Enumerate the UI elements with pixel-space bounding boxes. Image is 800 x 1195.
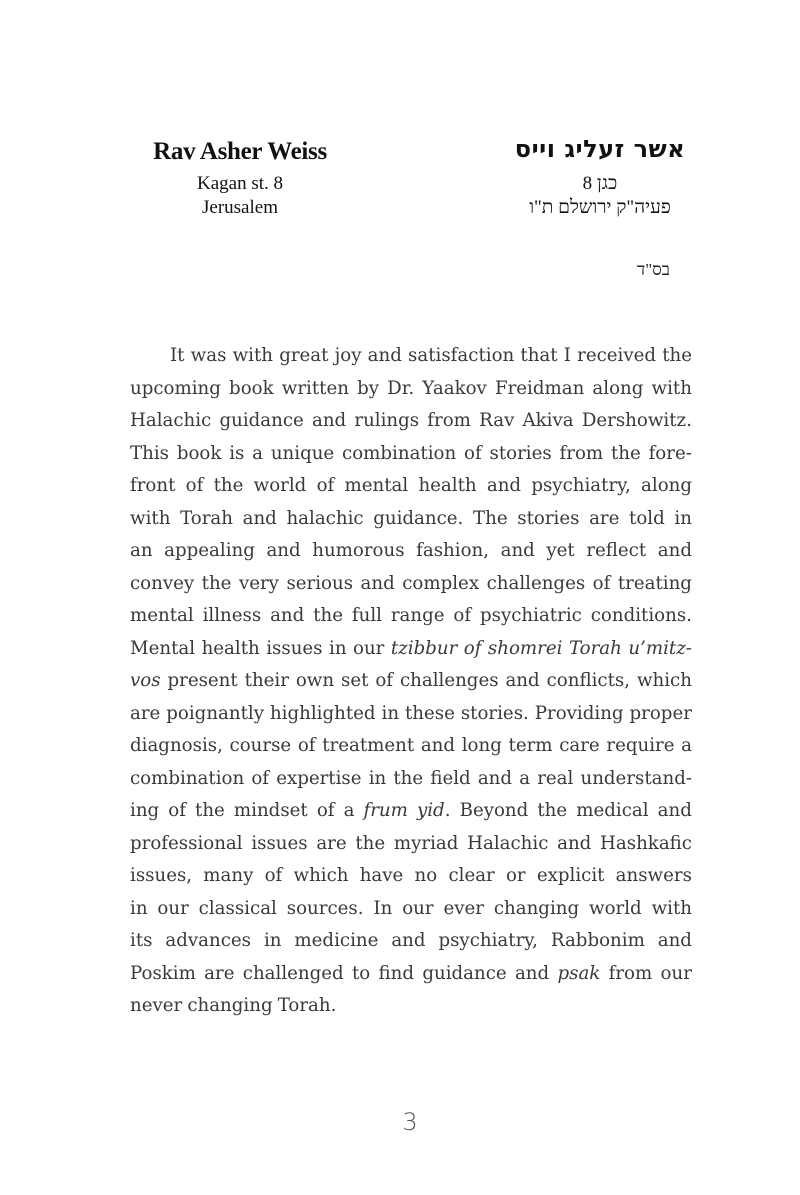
- word: and: [657, 540, 692, 561]
- word: ever: [443, 897, 484, 919]
- word: a: [681, 735, 692, 756]
- body-line: [130, 925, 692, 958]
- body-line: [130, 503, 692, 536]
- word: Poskim: [130, 962, 196, 984]
- word: changing: [493, 897, 580, 919]
- word: advances: [165, 930, 252, 951]
- word: of: [168, 800, 186, 821]
- word: our: [353, 637, 385, 659]
- word: which: [636, 670, 692, 691]
- word: with: [651, 377, 692, 399]
- word: course: [229, 735, 292, 756]
- word: from: [608, 962, 653, 984]
- word: clear: [448, 865, 495, 886]
- word: issues: [266, 637, 323, 659]
- word: convey: [130, 572, 195, 594]
- word: complex: [402, 572, 480, 594]
- word: which: [293, 865, 349, 886]
- word: satisfaction: [408, 345, 515, 366]
- body-line: [130, 535, 692, 568]
- body-line: [130, 470, 692, 503]
- word: the: [537, 800, 568, 821]
- word: range: [390, 605, 445, 626]
- word: Mental: [130, 637, 196, 659]
- word: Yaakov: [422, 377, 487, 399]
- word: challenged: [242, 962, 344, 984]
- body-line: [130, 698, 692, 731]
- word: conditions.: [590, 605, 692, 626]
- word: world: [589, 897, 642, 919]
- word: professional: [130, 832, 243, 854]
- word: and: [367, 345, 402, 366]
- word: set: [341, 670, 369, 691]
- word: Torah: [180, 507, 233, 529]
- word: Halachic: [467, 832, 549, 854]
- address-line-1-english: Kagan st. 8: [196, 173, 283, 194]
- word: the: [610, 442, 641, 464]
- word: by: [357, 377, 379, 399]
- word: and: [486, 475, 522, 496]
- word: Freidman: [494, 377, 585, 399]
- word: psychiatry,: [531, 475, 631, 496]
- body-line: [130, 373, 692, 406]
- word: understand-: [580, 767, 692, 789]
- word: of: [185, 475, 204, 496]
- word: and: [657, 800, 692, 821]
- word: a: [519, 767, 531, 789]
- word: of: [297, 735, 316, 756]
- word: and: [360, 572, 395, 594]
- word: the: [201, 572, 232, 594]
- word: appealing: [164, 540, 255, 561]
- page-number: 3: [402, 1108, 418, 1136]
- word: guidance.: [373, 507, 464, 529]
- word: no: [414, 865, 438, 886]
- word: Rav: [479, 410, 515, 431]
- word: Dershowitz.: [581, 410, 692, 431]
- word: an: [130, 540, 153, 561]
- word: The: [472, 507, 508, 529]
- word: and: [311, 410, 347, 431]
- body-line: [130, 958, 692, 991]
- word: and: [242, 507, 277, 529]
- rabbi-name-hebrew: אשר זעליג וייס: [514, 135, 686, 163]
- word: combination: [130, 767, 245, 789]
- word: combination: [342, 442, 457, 464]
- word: our: [157, 897, 189, 919]
- besiyata-dishmaya-mark: בס"ד: [637, 260, 670, 279]
- word: illness: [202, 605, 262, 626]
- word: and: [266, 540, 301, 561]
- word: in: [674, 507, 692, 529]
- body-line: [130, 763, 692, 796]
- body-line: [130, 438, 692, 471]
- word: long: [461, 735, 502, 756]
- word: of: [251, 767, 270, 789]
- italic-word: vos: [130, 670, 161, 691]
- word: Beyond: [459, 800, 529, 821]
- word: and: [270, 605, 305, 626]
- word: medicine: [294, 930, 379, 951]
- body-line: [130, 340, 692, 373]
- word: is: [229, 442, 245, 464]
- word: and: [477, 767, 513, 789]
- word: and: [514, 962, 550, 984]
- body-line: [130, 860, 692, 893]
- word: yet: [546, 540, 575, 561]
- word: challenges: [399, 670, 499, 691]
- word: these: [404, 702, 455, 724]
- word: its: [130, 930, 153, 951]
- word: and: [391, 930, 426, 951]
- word: conflicts,: [546, 670, 631, 691]
- word: rulings: [354, 410, 420, 431]
- word: myriad: [393, 832, 459, 854]
- word: Providing: [534, 702, 624, 724]
- word: a: [252, 442, 264, 464]
- word: the: [313, 605, 343, 626]
- word: are: [204, 962, 235, 984]
- word: of: [464, 442, 482, 464]
- word: changing: [187, 995, 273, 1016]
- word: in: [329, 637, 347, 659]
- word: reflect: [586, 540, 647, 561]
- word: guidance: [219, 410, 304, 431]
- word: with: [232, 345, 274, 366]
- word: answers: [615, 865, 692, 886]
- word: the: [195, 800, 225, 821]
- word: never: [130, 995, 183, 1016]
- word: have: [359, 865, 404, 886]
- word: are: [589, 507, 620, 529]
- word: their: [244, 670, 289, 691]
- rabbi-name-english: Rav Asher Weiss: [153, 138, 327, 165]
- word: It: [170, 345, 185, 366]
- body-line: [130, 405, 692, 438]
- word: explicit: [536, 865, 605, 886]
- word: diagnosis,: [130, 735, 223, 756]
- word: Rabbonim: [550, 930, 645, 951]
- word: and: [500, 540, 535, 561]
- word: in: [368, 767, 387, 789]
- word: fashion,: [416, 540, 490, 561]
- address-line-2-english: Jerusalem: [202, 197, 278, 218]
- word: guidance: [422, 962, 507, 984]
- body-line: [130, 990, 692, 1023]
- word: In: [373, 897, 393, 919]
- word: Hashkafic: [600, 832, 692, 854]
- word: Akiva: [522, 410, 574, 431]
- word: mental: [344, 475, 409, 496]
- word: or: [505, 865, 526, 886]
- word: fore-: [648, 442, 692, 464]
- italic-word: shomrei: [487, 637, 563, 659]
- body-line: [130, 665, 692, 698]
- word: written: [281, 377, 349, 399]
- word: with: [651, 897, 692, 919]
- letterhead-english: [130, 132, 350, 220]
- word: sources.: [286, 897, 364, 919]
- word: medical: [576, 800, 649, 821]
- word: of: [264, 865, 283, 886]
- word: ing: [130, 800, 160, 821]
- word: require: [606, 735, 675, 756]
- word: of: [316, 475, 335, 496]
- word: many: [203, 865, 254, 886]
- word: challenges: [486, 572, 586, 594]
- word: and: [505, 670, 540, 691]
- word: joy: [334, 345, 362, 366]
- italic-word: frum: [363, 800, 408, 821]
- word: along: [592, 377, 644, 399]
- body-line: [130, 893, 692, 926]
- italic-word: psak: [557, 962, 601, 984]
- word: health: [201, 637, 260, 659]
- word: along: [641, 475, 692, 496]
- word: psychiatric: [480, 605, 582, 626]
- word: received: [577, 345, 657, 366]
- word: find: [378, 962, 415, 984]
- word: world: [253, 475, 307, 496]
- word: was: [190, 345, 227, 366]
- word: mindset: [233, 800, 308, 821]
- word: halachic: [286, 507, 364, 529]
- word: the: [393, 767, 424, 789]
- word: care: [559, 735, 600, 756]
- word: highlighted: [269, 702, 376, 724]
- word: great: [279, 345, 329, 366]
- word: in: [263, 930, 282, 951]
- word: humorous: [312, 540, 405, 561]
- word: I: [563, 345, 571, 366]
- body-line: [130, 600, 692, 633]
- word: the: [662, 345, 692, 366]
- word: and: [657, 930, 692, 951]
- word: Torah.: [277, 995, 337, 1016]
- word: real: [537, 767, 574, 789]
- word: upcoming: [130, 377, 221, 399]
- word: Dr.: [387, 377, 415, 399]
- word: with: [130, 507, 171, 529]
- word: mental: [130, 605, 194, 626]
- italic-word: u’mitz-: [628, 637, 692, 659]
- italic-word: Torah: [568, 637, 622, 659]
- word: in: [130, 897, 148, 919]
- word: term: [508, 735, 553, 756]
- word: classical: [198, 897, 277, 919]
- word: from: [559, 442, 604, 464]
- word: field: [430, 767, 471, 789]
- word: the: [355, 832, 386, 854]
- body-line: [130, 633, 692, 666]
- word: of: [453, 605, 472, 626]
- word: are: [316, 832, 347, 854]
- letterhead-hebrew: [490, 132, 710, 220]
- word: of: [375, 670, 394, 691]
- word: health: [418, 475, 477, 496]
- word: issues,: [130, 865, 193, 886]
- word: psychiatry,: [438, 930, 538, 951]
- word: serious: [286, 572, 354, 594]
- word: very: [238, 572, 279, 594]
- word: our: [660, 962, 692, 984]
- letter-body: [130, 340, 692, 1023]
- word: in: [381, 702, 400, 724]
- word: the: [213, 475, 244, 496]
- word: own: [295, 670, 335, 691]
- word: a: [343, 800, 355, 821]
- body-line: [130, 828, 692, 861]
- word: treating: [617, 572, 692, 594]
- italic-word: tzibbur: [390, 637, 458, 659]
- word: expertise: [276, 767, 362, 789]
- word: stories: [489, 442, 552, 464]
- word: present: [167, 670, 238, 691]
- italic-word: yid.: [416, 800, 451, 821]
- word: stories: [517, 507, 580, 529]
- word: of: [592, 572, 611, 594]
- body-line: [130, 795, 692, 828]
- address-line-2-hebrew: פעיה"ק ירושלם ת"ו: [529, 197, 671, 218]
- word: from: [427, 410, 471, 431]
- word: book: [229, 377, 274, 399]
- word: poignantly: [166, 702, 264, 724]
- italic-word: of: [463, 637, 482, 659]
- word: proper: [629, 702, 692, 724]
- word: treatment: [322, 735, 415, 756]
- word: stories.: [460, 702, 529, 724]
- word: told: [629, 507, 665, 529]
- word: to: [351, 962, 371, 984]
- word: that: [520, 345, 558, 366]
- word: Halachic: [130, 410, 212, 431]
- word: This: [130, 442, 169, 464]
- body-line: [130, 730, 692, 763]
- word: book: [176, 442, 222, 464]
- word: full: [351, 605, 382, 626]
- address-line-1-hebrew: כגן 8: [582, 173, 618, 194]
- word: our: [402, 897, 434, 919]
- word: front: [130, 475, 176, 496]
- word: and: [420, 735, 456, 756]
- word: unique: [270, 442, 335, 464]
- word: and: [557, 832, 592, 854]
- word: issues: [251, 832, 308, 854]
- word: are: [130, 702, 161, 724]
- word: of: [316, 800, 335, 821]
- body-line: [130, 568, 692, 601]
